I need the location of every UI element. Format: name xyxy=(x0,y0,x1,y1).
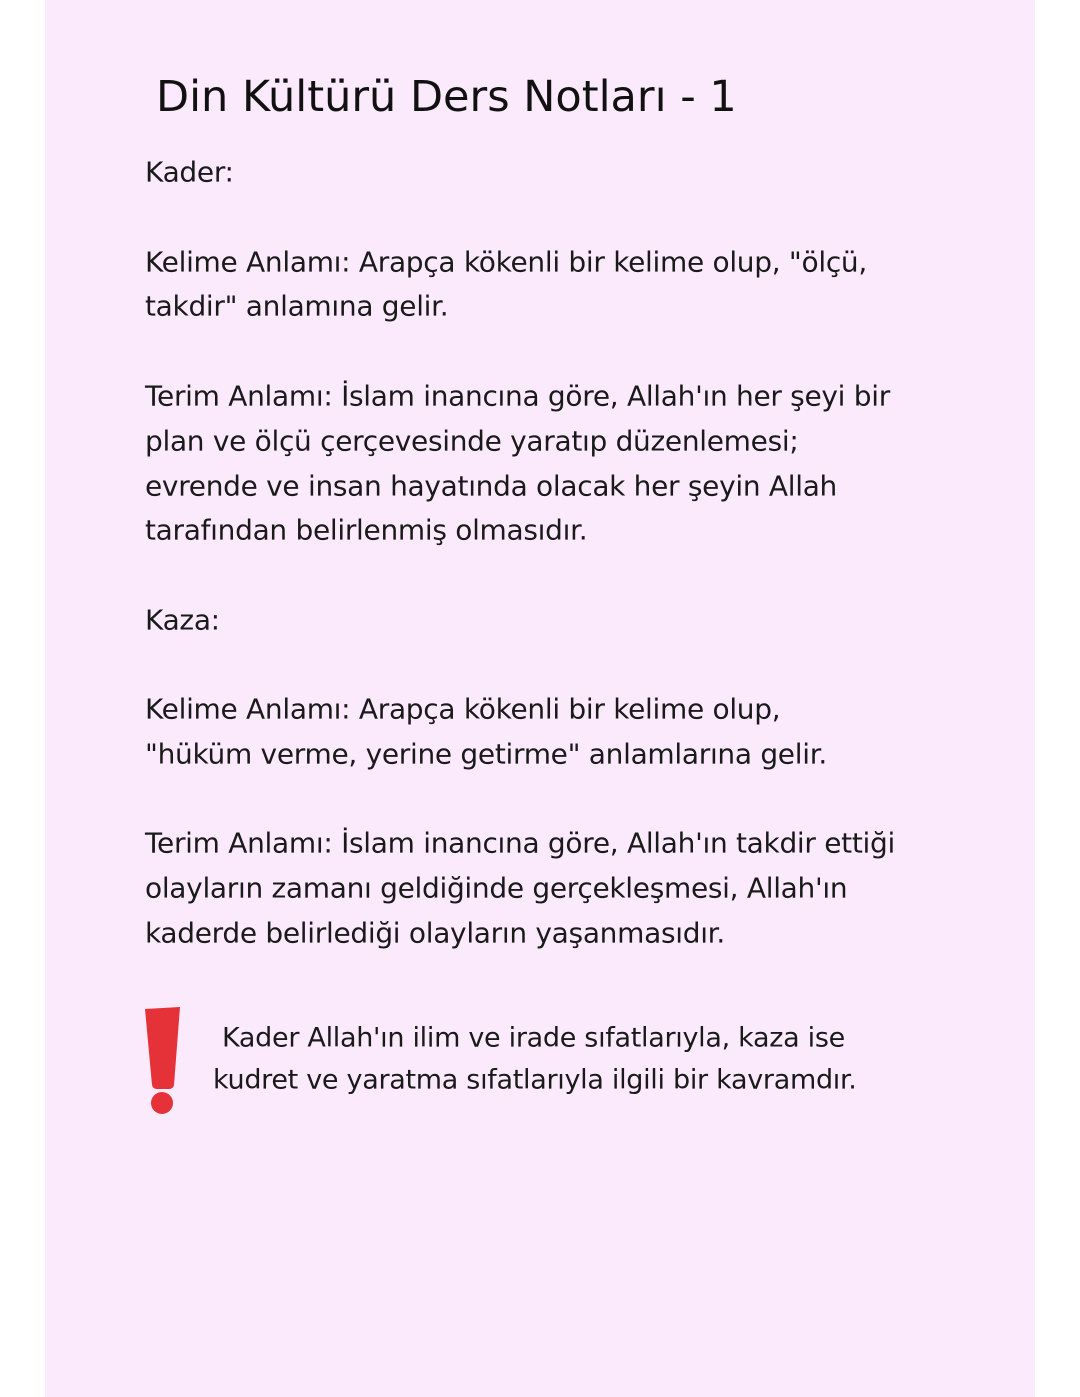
text-line: Terim Anlamı: İslam inancına göre, Allah'ın takdir ettiği xyxy=(145,826,895,860)
text-line: kaderde belirlediği olayların yaşanmasıdır. xyxy=(145,916,725,950)
text-line: olayların zamanı geldiğinde gerçekleşmesi, Allah'ın xyxy=(145,871,848,905)
exclamation-icon xyxy=(143,1005,183,1115)
text-line: plan ve ölçü çerçevesinde yaratıp düzenlemesi; xyxy=(145,424,799,458)
text-line: "hüküm verme, yerine getirme" anlamlarına gelir. xyxy=(145,737,827,771)
text-line: Terim Anlamı: İslam inancına göre, Allah'ın her şeyi bir xyxy=(145,379,890,413)
text-line: Kelime Anlamı: Arapça kökenli bir kelime olup, xyxy=(145,692,781,726)
text-line: evrende ve insan hayatında olacak her şeyin Allah xyxy=(145,469,837,503)
note-text-line: Kader Allah'ın ilim ve irade sıfatlarıyla, kaza ise xyxy=(222,1022,845,1054)
text-line: Kader: xyxy=(145,155,234,189)
page-title: Din Kültürü Ders Notları - 1 xyxy=(156,72,737,122)
note-text-line: kudret ve yaratma sıfatlarıyla ilgili bir kavramdır. xyxy=(213,1064,857,1096)
text-line: tarafından belirlenmiş olmasıdır. xyxy=(145,513,588,547)
text-line: Kaza: xyxy=(145,603,220,637)
text-line: Kelime Anlamı: Arapça kökenli bir kelime olup, "ölçü, xyxy=(145,245,867,279)
text-line: takdir" anlamına gelir. xyxy=(145,289,449,323)
